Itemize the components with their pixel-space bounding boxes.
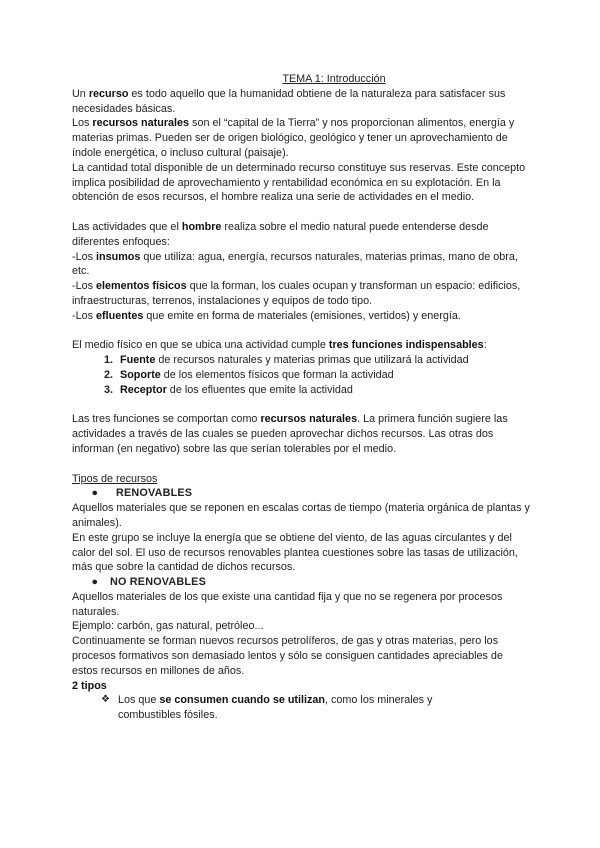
bullet-no-renovables	[72, 575, 530, 590]
paragraph-recurso: Un recurso es todo aquello que la humanidad obtiene de la naturaleza para satisfacer sus necesidades básicas.	[72, 87, 506, 115]
functions-list	[72, 353, 530, 397]
paragraph-renovables-energia: En este grupo se incluye la energía que se obtiene del viento, de las aguas circulantes y del calor del sol. El uso de recursos renovables plantea cuestiones sobre las tasas de utilización, más que sobre la cantidad de dichos recursos.	[72, 531, 518, 574]
label-no-renovables: NO RENOVABLES	[110, 576, 206, 589]
diamond-bullet-icon: ❖	[101, 694, 110, 706]
list-item: 3. Receptor de los efluentes que emite la actividad	[116, 383, 530, 398]
paragraph-funciones-recursos: Las tres funciones se comportan como recursos naturales. La primera función sugiere las actividades a través de las cuales se pueden aprovechar dichos recursos. Las otras dos informan (en negativo) sobre las que serían tolerables por el medio.	[72, 413, 508, 455]
section-heading-tipos: Tipos de recursos	[72, 472, 158, 485]
paragraph-reservas: La cantidad total disponible de un determinado recurso constituye sus reservas. Este concepto implica posibilidad de aprovechamiento y rentabilidad económica en su explotación. En la obtención de esos recursos, el hombre realiza una serie de actividades en el medio.	[72, 161, 526, 204]
paragraph-renovables-def: Aquellos materiales que se reponen en escalas cortas de tiempo (materia orgánica de plantas y animales).	[72, 502, 530, 529]
paragraph-insumos: -Los insumos que utiliza: agua, energía, recursos naturales, materias primas, mano de obra, etc.	[72, 250, 518, 278]
bullet-icon: ●	[91, 576, 98, 589]
page-title: TEMA 1: Introducción	[282, 73, 386, 85]
list-item: 1. Fuente de recursos naturales y materias primas que utilizará la actividad	[116, 353, 530, 368]
list-item: 2. Soporte de los elementos físicos que forman la actividad	[116, 368, 530, 383]
bullet-icon: ●	[91, 487, 98, 500]
paragraph-actividades: Las actividades que el hombre realiza sobre el medio natural puede entenderse desde diferentes enfoques:	[72, 220, 489, 248]
label-renovables: RENOVABLES	[116, 487, 193, 500]
paragraph-elementos-fisicos: -Los elementos físicos que la forman, los cuales ocupan y transforman un espacio: edificios, infraestructuras, terrenos, instalaciones y equipos de todo tipo.	[72, 280, 521, 307]
paragraph-ejemplo: Ejemplo: carbón, gas natural, petróleo...	[72, 620, 264, 633]
bullet-renovables	[72, 486, 530, 501]
paragraph-recursos-naturales: Los recursos naturales son el “capital de la Tierra” y nos proporcionan alimentos, energía y materias primas. Pueden ser de origen biológico, geológico y tener un aprovechamiento de índole energética, o incluso cultural (paisaje).	[72, 117, 515, 159]
heading-dos-tipos: 2 tipos	[72, 679, 107, 692]
paragraph-no-renovables-def: Aquellos materiales de los que existe una cantidad fija y que no se regenera por procesos naturales.	[72, 590, 503, 618]
paragraph-formacion: Continuamente se forman nuevos recursos petrolíferos, de gas y otras materias, pero los procesos formativos son demasiado lentos y sólo se consiguen cantidades apreciables de estos recursos en millones de años.	[72, 635, 503, 677]
list-item-consumen: ❖ Los que se consumen cuando se utilizan, como los minerales y combustibles fósiles.	[72, 693, 530, 723]
paragraph-efluentes: -Los efluentes que emite en forma de materiales (emisiones, vertidos) y energía.	[72, 309, 461, 322]
paragraph-tres-funciones: El medio físico en que se ubica una actividad cumple tres funciones indispensables:	[72, 339, 487, 352]
